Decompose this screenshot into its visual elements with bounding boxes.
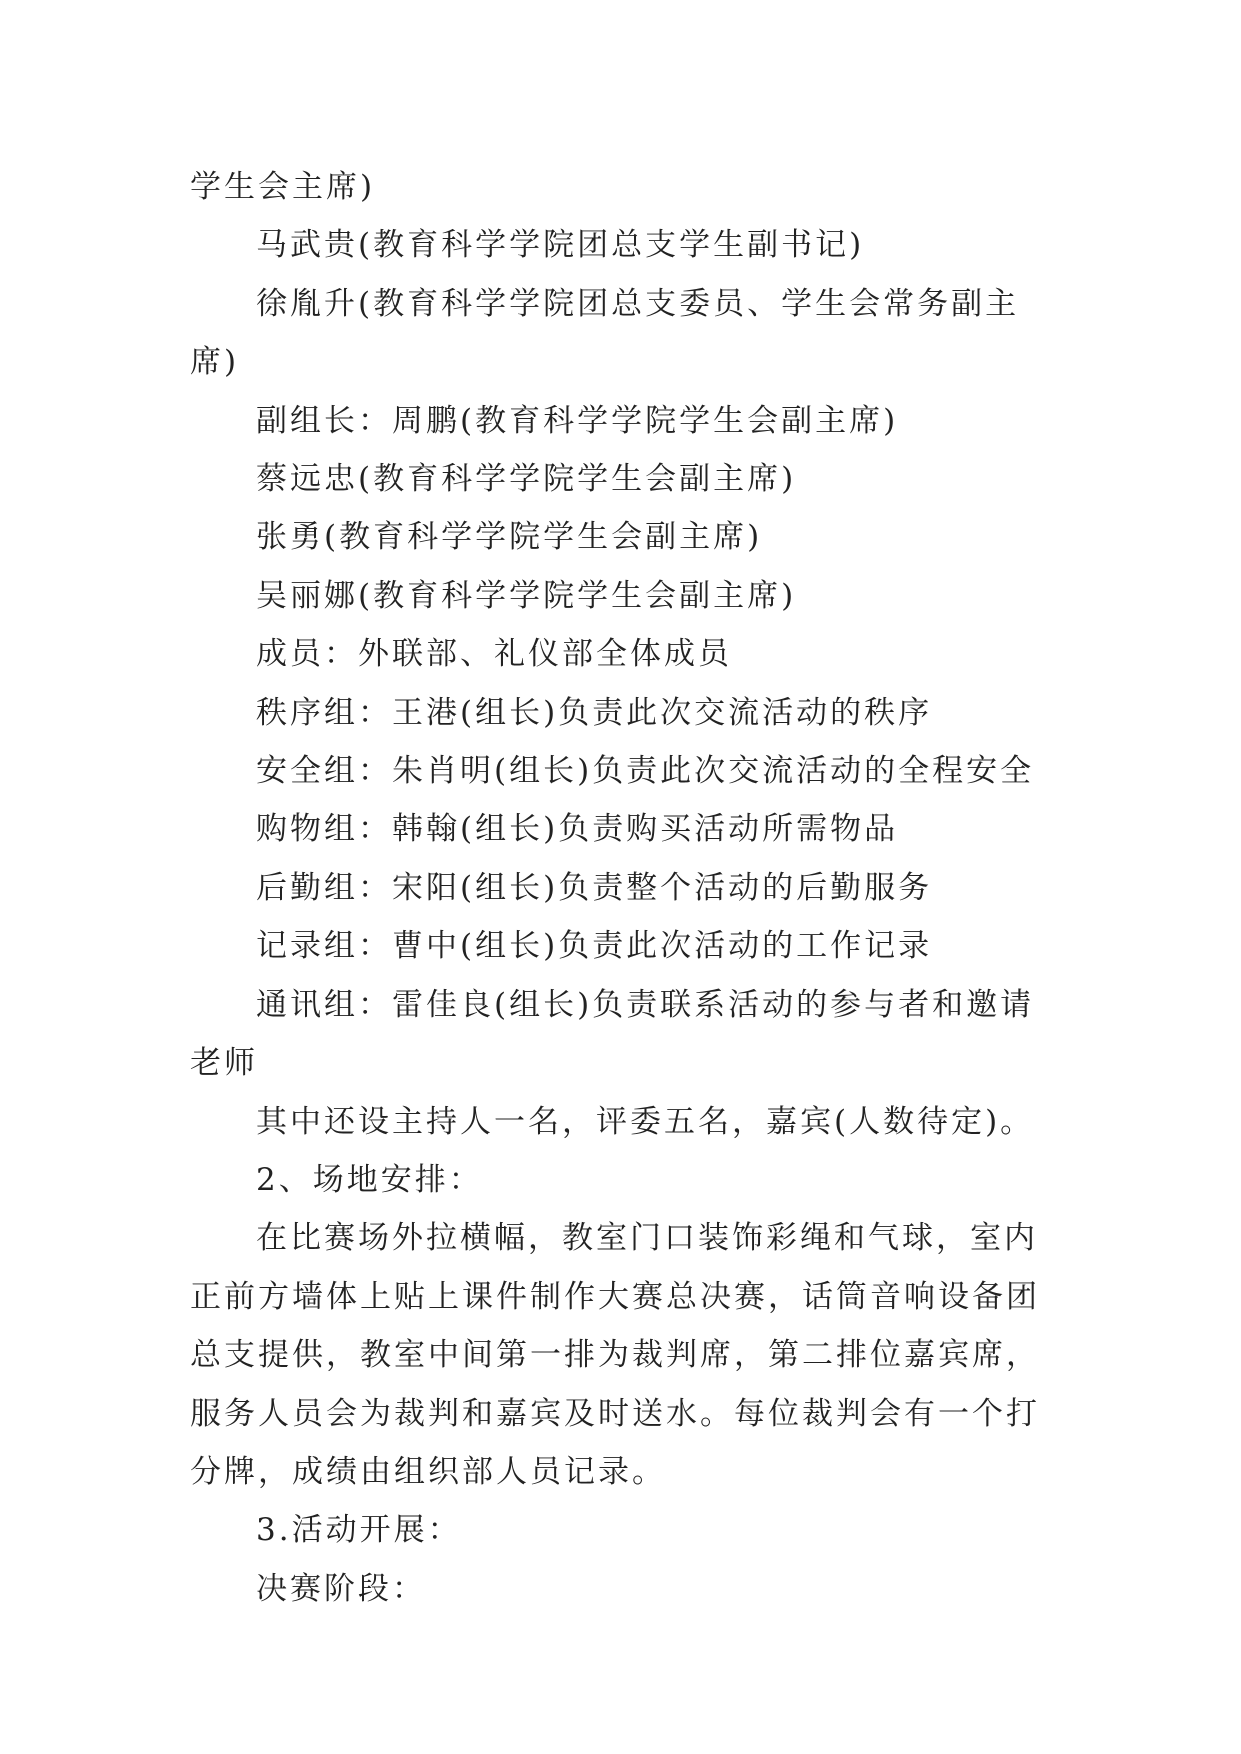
paragraph-8: 成员：外联部、礼仪部全体成员 [256, 636, 732, 673]
paragraph-12: 后勤组：宋阳(组长)负责整个活动的后勤服务 [256, 869, 933, 906]
paragraph-17: 在比赛场外拉横幅，教室门口装饰彩绳和气球，室内正前方墙体上贴上课件制作大赛总决赛，话筒音响设备团总支提供，教室中间第一排为裁判席，第二排位嘉宾席，服务人员会为裁判和嘉宾及时送水。每位裁判会有一个打分牌，成绩由组织部人员记录。 [190, 1220, 1040, 1490]
paragraph-13: 记录组：曹中(组长)负责此次活动的工作记录 [256, 928, 933, 965]
document-body [190, 158, 1052, 1618]
paragraph-15: 其中还设主持人一名，评委五名，嘉宾(人数待定)。 [256, 1103, 1035, 1140]
paragraph-9: 秩序组：王港(组长)负责此次交流活动的秩序 [256, 694, 933, 731]
paragraph-6: 张勇(教育科学学院学生会副主席) [256, 519, 763, 556]
paragraph-16: 2、场地安排： [256, 1161, 483, 1198]
paragraph-4: 副组长：周鹏(教育科学学院学生会副主席) [256, 402, 899, 439]
paragraph-19: 决赛阶段： [256, 1570, 426, 1607]
paragraph-7: 吴丽娜(教育科学学院学生会副主席) [256, 577, 797, 614]
paragraph-1: 学生会主席) [190, 169, 376, 205]
paragraph-3: 徐胤升(教育科学学院团总支委员、学生会常务副主席) [190, 285, 1020, 381]
paragraph-11: 购物组：韩翰(组长)负责购买活动所需物品 [256, 811, 899, 848]
paragraph-5: 蔡远忠(教育科学学院学生会副主席) [256, 461, 797, 498]
paragraph-10: 安全组：朱肖明(组长)负责此次交流活动的全程安全 [256, 753, 1035, 790]
paragraph-14: 通讯组：雷佳良(组长)负责联系活动的参与者和邀请老师 [190, 986, 1035, 1082]
paragraph-2: 马武贵(教育科学学院团总支学生副书记) [256, 227, 865, 264]
paragraph-18: 3.活动开展： [256, 1512, 462, 1549]
